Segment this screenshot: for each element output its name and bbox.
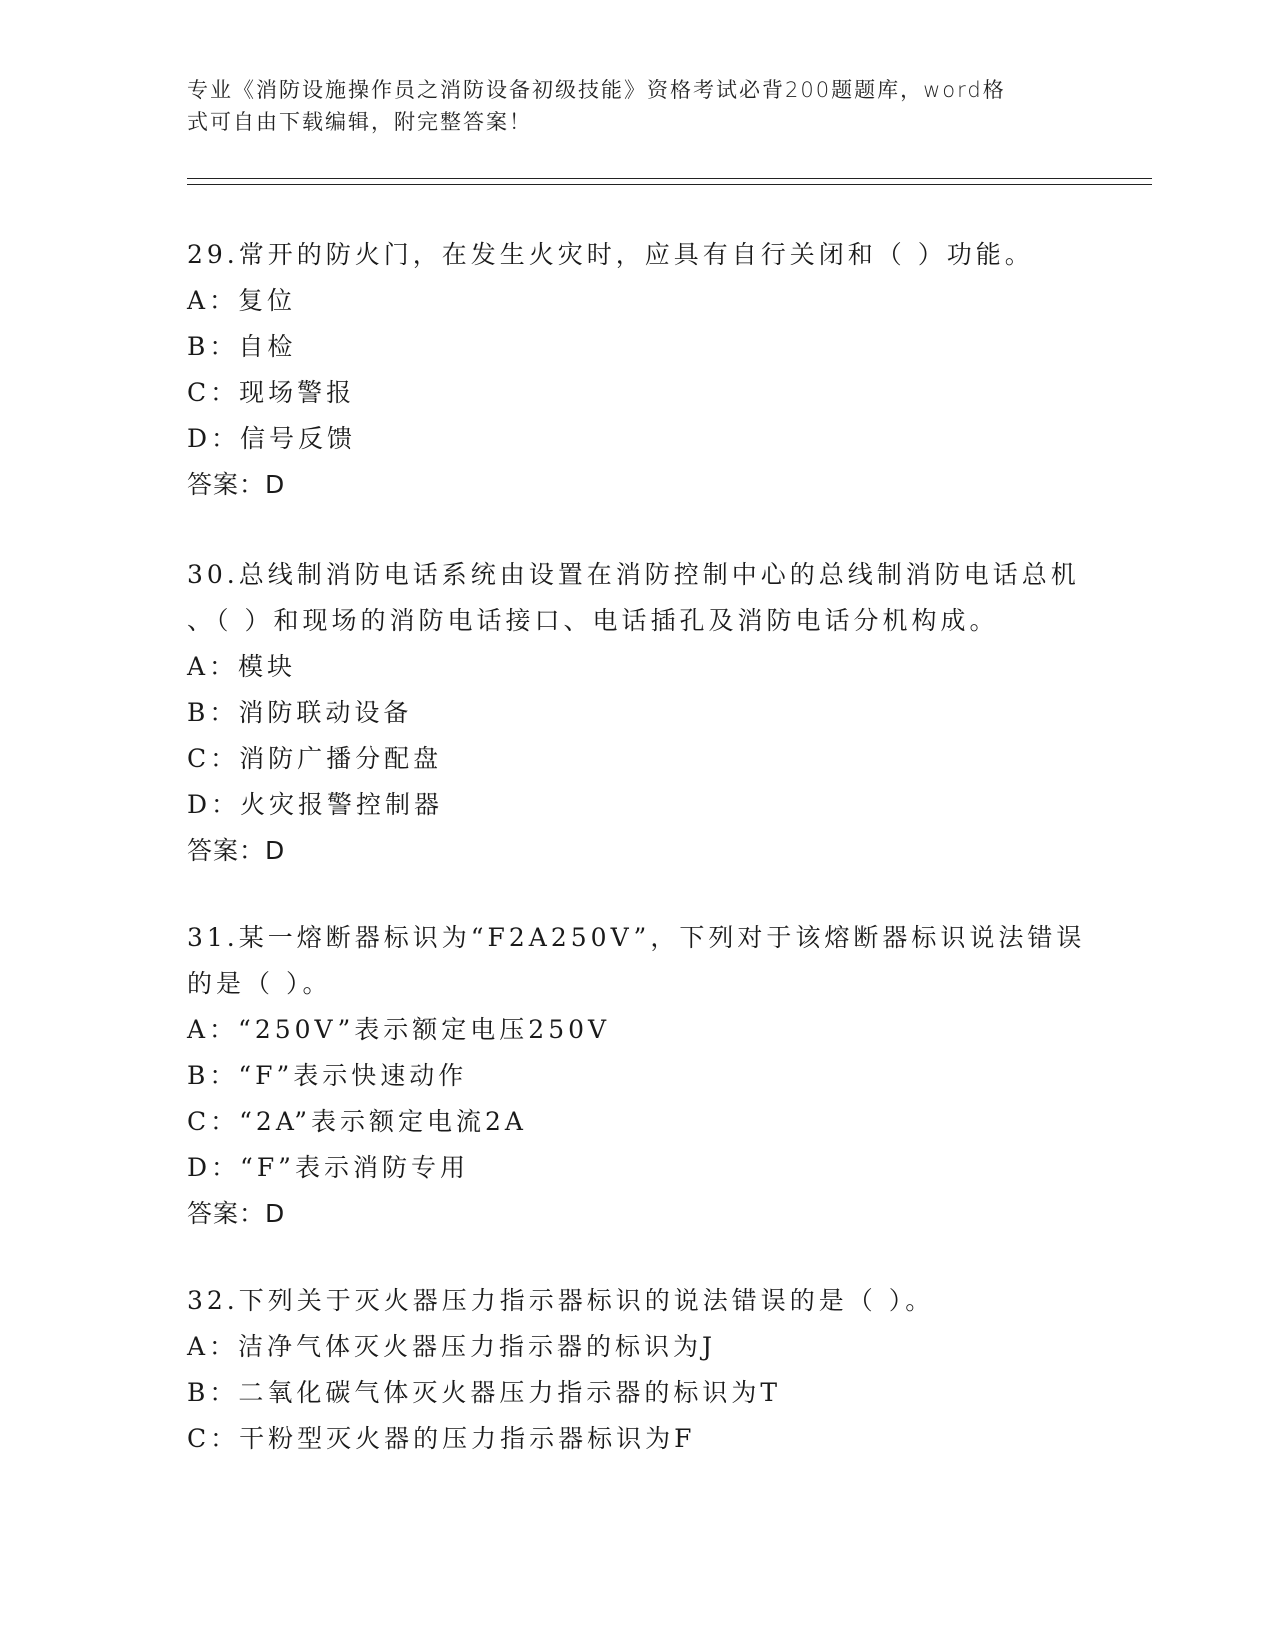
- question-stem-line-2: 、（ ）和现场的消防电话接口、电话插孔及消防电话分机构成。: [187, 606, 999, 635]
- option-a: A：模块: [187, 652, 297, 681]
- question-29: [187, 232, 1087, 508]
- header-divider-top: [187, 178, 1152, 179]
- option-c: C：“2A”表示额定电流2A: [187, 1107, 527, 1136]
- question-stem-line-1: 31.某一熔断器标识为“F2A250V”，下列对于该熔断器标识说法错误: [187, 923, 1086, 952]
- question-31: [187, 915, 1087, 1237]
- header-note: [187, 74, 1087, 138]
- option-b: B：消防联动设备: [187, 698, 413, 727]
- option-a: A：洁净气体灭火器压力指示器的标识为J: [187, 1332, 717, 1361]
- header-line-2: 式可自由下载编辑，附完整答案！: [187, 110, 532, 134]
- option-c: C：现场警报: [187, 378, 356, 407]
- option-c: C：消防广播分配盘: [187, 744, 443, 773]
- option-b: B：二氧化碳气体灭火器压力指示器的标识为T: [187, 1378, 782, 1407]
- question-stem: 32.下列关于灭火器压力指示器标识的说法错误的是（ ）。: [187, 1286, 935, 1315]
- option-c: C：干粉型灭火器的压力指示器标识为F: [187, 1424, 696, 1453]
- question-30: [187, 552, 1087, 874]
- option-b: B：自检: [187, 332, 297, 361]
- answer: 答案：D: [187, 836, 286, 865]
- header-divider-bottom: [187, 184, 1152, 185]
- question-stem-line-2: 的是（ ）。: [187, 969, 332, 998]
- question-32: [187, 1278, 1087, 1462]
- answer: 答案：D: [187, 1199, 286, 1228]
- question-stem-line-1: 30.总线制消防电话系统由设置在消防控制中心的总线制消防电话总机: [187, 560, 1080, 589]
- option-a: A：“250V”表示额定电压250V: [187, 1015, 611, 1044]
- answer: 答案：D: [187, 470, 286, 499]
- question-stem: 29.常开的防火门，在发生火灾时，应具有自行关闭和（ ）功能。: [187, 240, 1034, 269]
- header-line-1: 专业《消防设施操作员之消防设备初级技能》资格考试必背200题题库，word格: [187, 78, 1006, 102]
- option-d: D：“F”表示消防专用: [187, 1153, 469, 1182]
- option-a: A：复位: [187, 286, 297, 315]
- option-b: B：“F”表示快速动作: [187, 1061, 468, 1090]
- option-d: D：信号反馈: [187, 424, 357, 453]
- option-d: D：火灾报警控制器: [187, 790, 444, 819]
